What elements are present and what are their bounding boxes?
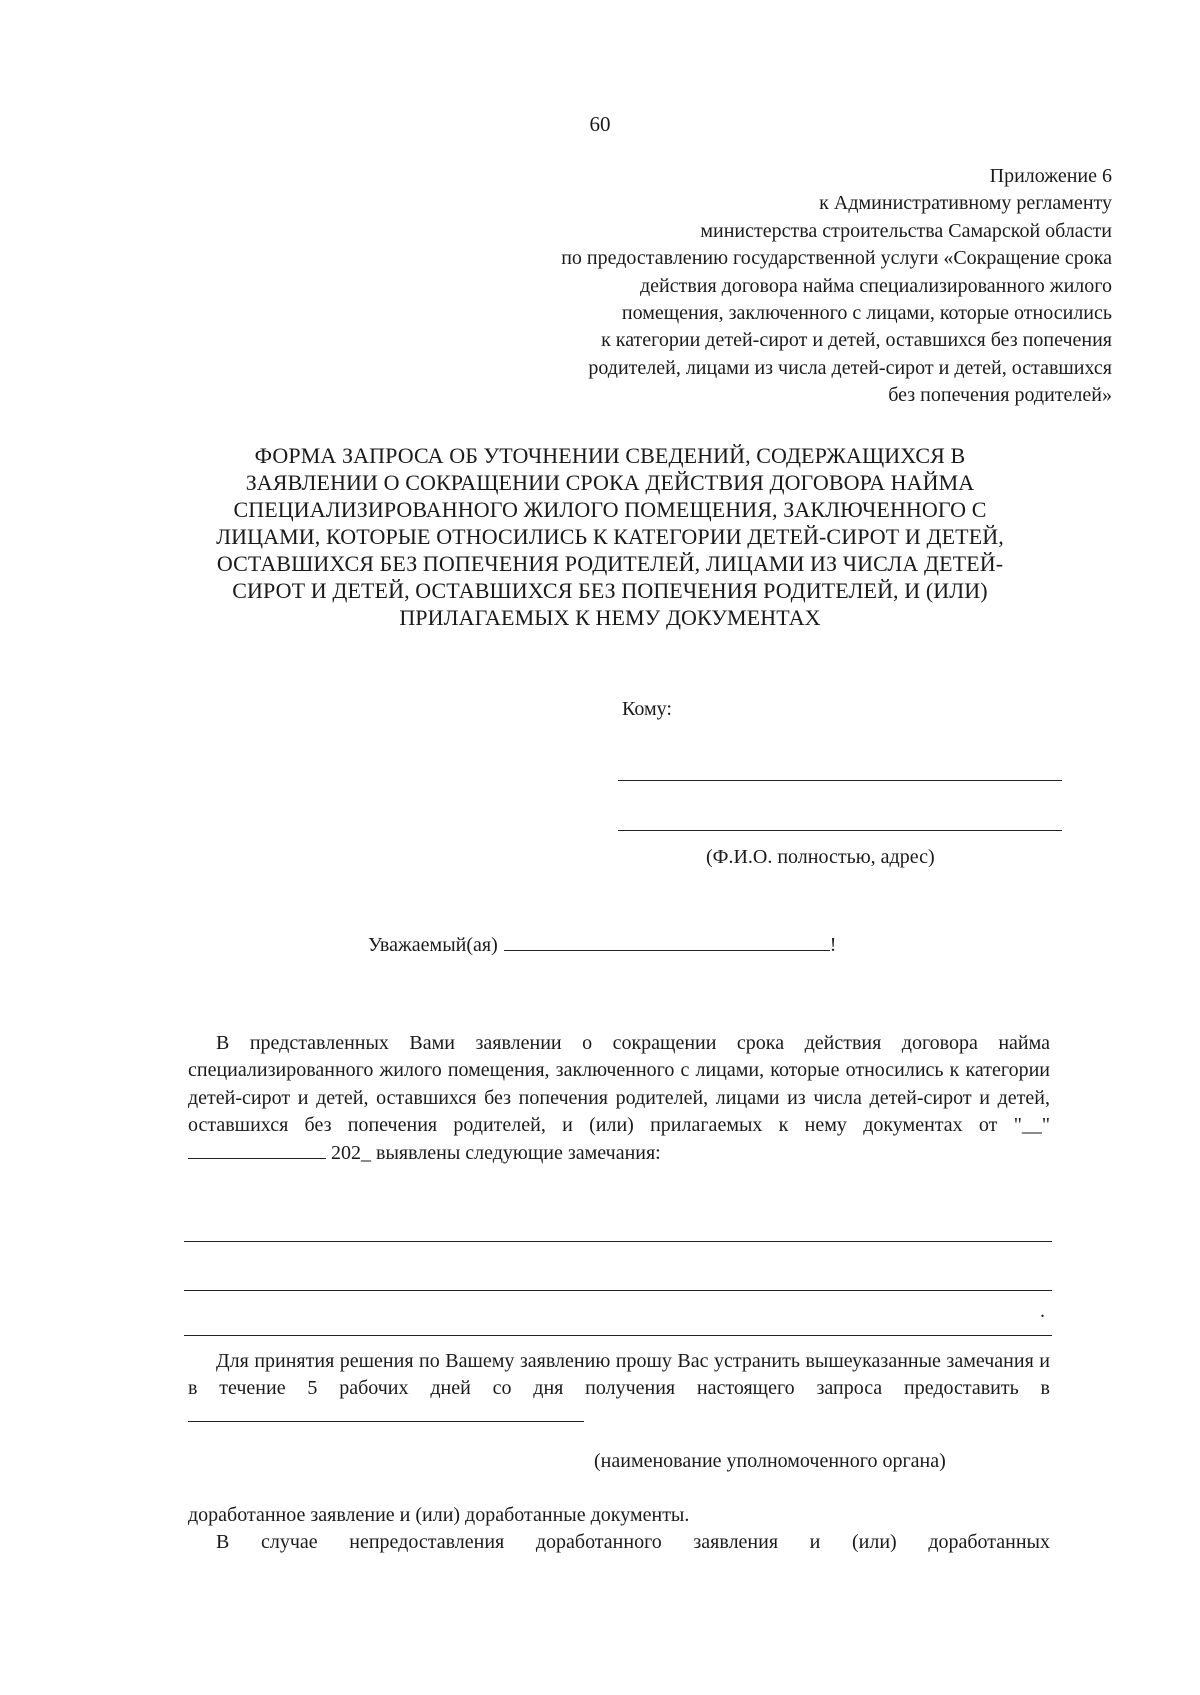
date-day-blank[interactable]: "__" (1013, 1114, 1051, 1137)
remarks-text-1: В представленных Вами заявлении о сокращении срока действия договора найма специализированного жилого помещения, заключенного с лицами, которые относились к категории детей-сирот и детей, оставшихся без попечения родителей, лицами из числа детей-сирот и детей, оставшихся без попечения родителей, и (или) прилагаемых к нему документах от (188, 1032, 1050, 1137)
date-month-blank[interactable] (188, 1140, 326, 1159)
greeting-suffix: ! (829, 934, 837, 956)
appendix-line: родителей, лицами из числа детей-сирот и детей, оставшихся (588, 356, 1112, 379)
appendix-line: к Административному регламенту (819, 192, 1112, 215)
greeting-name-blank[interactable] (504, 932, 830, 951)
form-title-line: ПРИЛАГАЕМЫХ К НЕМУ ДОКУМЕНТАХ (399, 605, 821, 630)
appendix-line: действия договора найма специализированного жилого (639, 274, 1112, 297)
form-title-line: ФОРМА ЗАПРОСА ОБ УТОЧНЕНИИ СВЕДЕНИЙ, СОДЕРЖАЩИХСЯ В (254, 443, 966, 468)
remarks-paragraph (188, 1030, 1050, 1167)
appendix-line: без попечения родителей» (888, 384, 1112, 407)
greeting (368, 932, 836, 957)
non-submission-paragraph: В случае непредоставления доработанного заявления и (или) доработанных (216, 1531, 1050, 1553)
remarks-end-mark: . (1040, 1300, 1045, 1322)
authority-caption: (наименование уполномоченного органа) (594, 1450, 946, 1472)
appendix-line: Приложение 6 (989, 165, 1112, 187)
request-paragraph (188, 1348, 1050, 1430)
form-title-line: СИРОТ И ДЕТЕЙ, ОСТАВШИХСЯ БЕЗ ПОПЕЧЕНИЯ РОДИТЕЛЕЙ, И (ИЛИ) (232, 578, 988, 603)
recipient-line-1[interactable] (618, 780, 1062, 781)
authority-blank[interactable] (188, 1403, 584, 1422)
date-year[interactable]: 202_ (331, 1141, 371, 1164)
recipient-label: Кому: (622, 698, 672, 720)
recipient-line-2[interactable] (618, 830, 1062, 831)
remarks-line-1[interactable] (184, 1241, 1052, 1242)
appendix-line: к категории детей-сирот и детей, оставшихся без попечения (601, 329, 1112, 352)
greeting-prefix: Уважаемый(ая) (368, 934, 498, 956)
request-text: Для принятия решения по Вашему заявлению прошу Вас устранить вышеуказанные замечания и в течение 5 рабочих дней со дня получения настоящего запроса предоставить в (188, 1350, 1050, 1400)
appendix-line: помещения, заключенного с лицами, которые относились (621, 302, 1112, 325)
form-title-line: ЗАЯВЛЕНИИ О СОКРАЩЕНИИ СРОКА ДЕЙСТВИЯ ДОГОВОРА НАЙМА (245, 470, 975, 495)
form-title-line: ОСТАВШИХСЯ БЕЗ ПОПЕЧЕНИЯ РОДИТЕЛЕЙ, ЛИЦАМИ ИЗ ЧИСЛА ДЕТЕЙ- (216, 551, 1004, 576)
appendix-header (352, 163, 1112, 410)
form-title (180, 442, 1040, 631)
remarks-text-2: выявлены следующие замечания: (376, 1141, 661, 1164)
remarks-line-3[interactable] (184, 1335, 1052, 1336)
remarks-line-2[interactable] (184, 1290, 1052, 1291)
appendix-line: по предоставлению государственной услуги «Сокращение срока (561, 247, 1112, 270)
recipient-caption: (Ф.И.О. полностью, адрес) (706, 846, 935, 868)
page-number: 60 (589, 112, 611, 136)
documents-paragraph: доработанное заявление и (или) доработанные документы. (188, 1504, 690, 1526)
appendix-line: министерства строительства Самарской области (700, 219, 1112, 242)
form-title-line: СПЕЦИАЛИЗИРОВАННОГО ЖИЛОГО ПОМЕЩЕНИЯ, ЗАКЛЮЧЕННОГО С (233, 497, 987, 522)
form-title-line: ЛИЦАМИ, КОТОРЫЕ ОТНОСИЛИСЬ К КАТЕГОРИИ ДЕТЕЙ-СИРОТ И ДЕТЕЙ, (216, 524, 1004, 549)
